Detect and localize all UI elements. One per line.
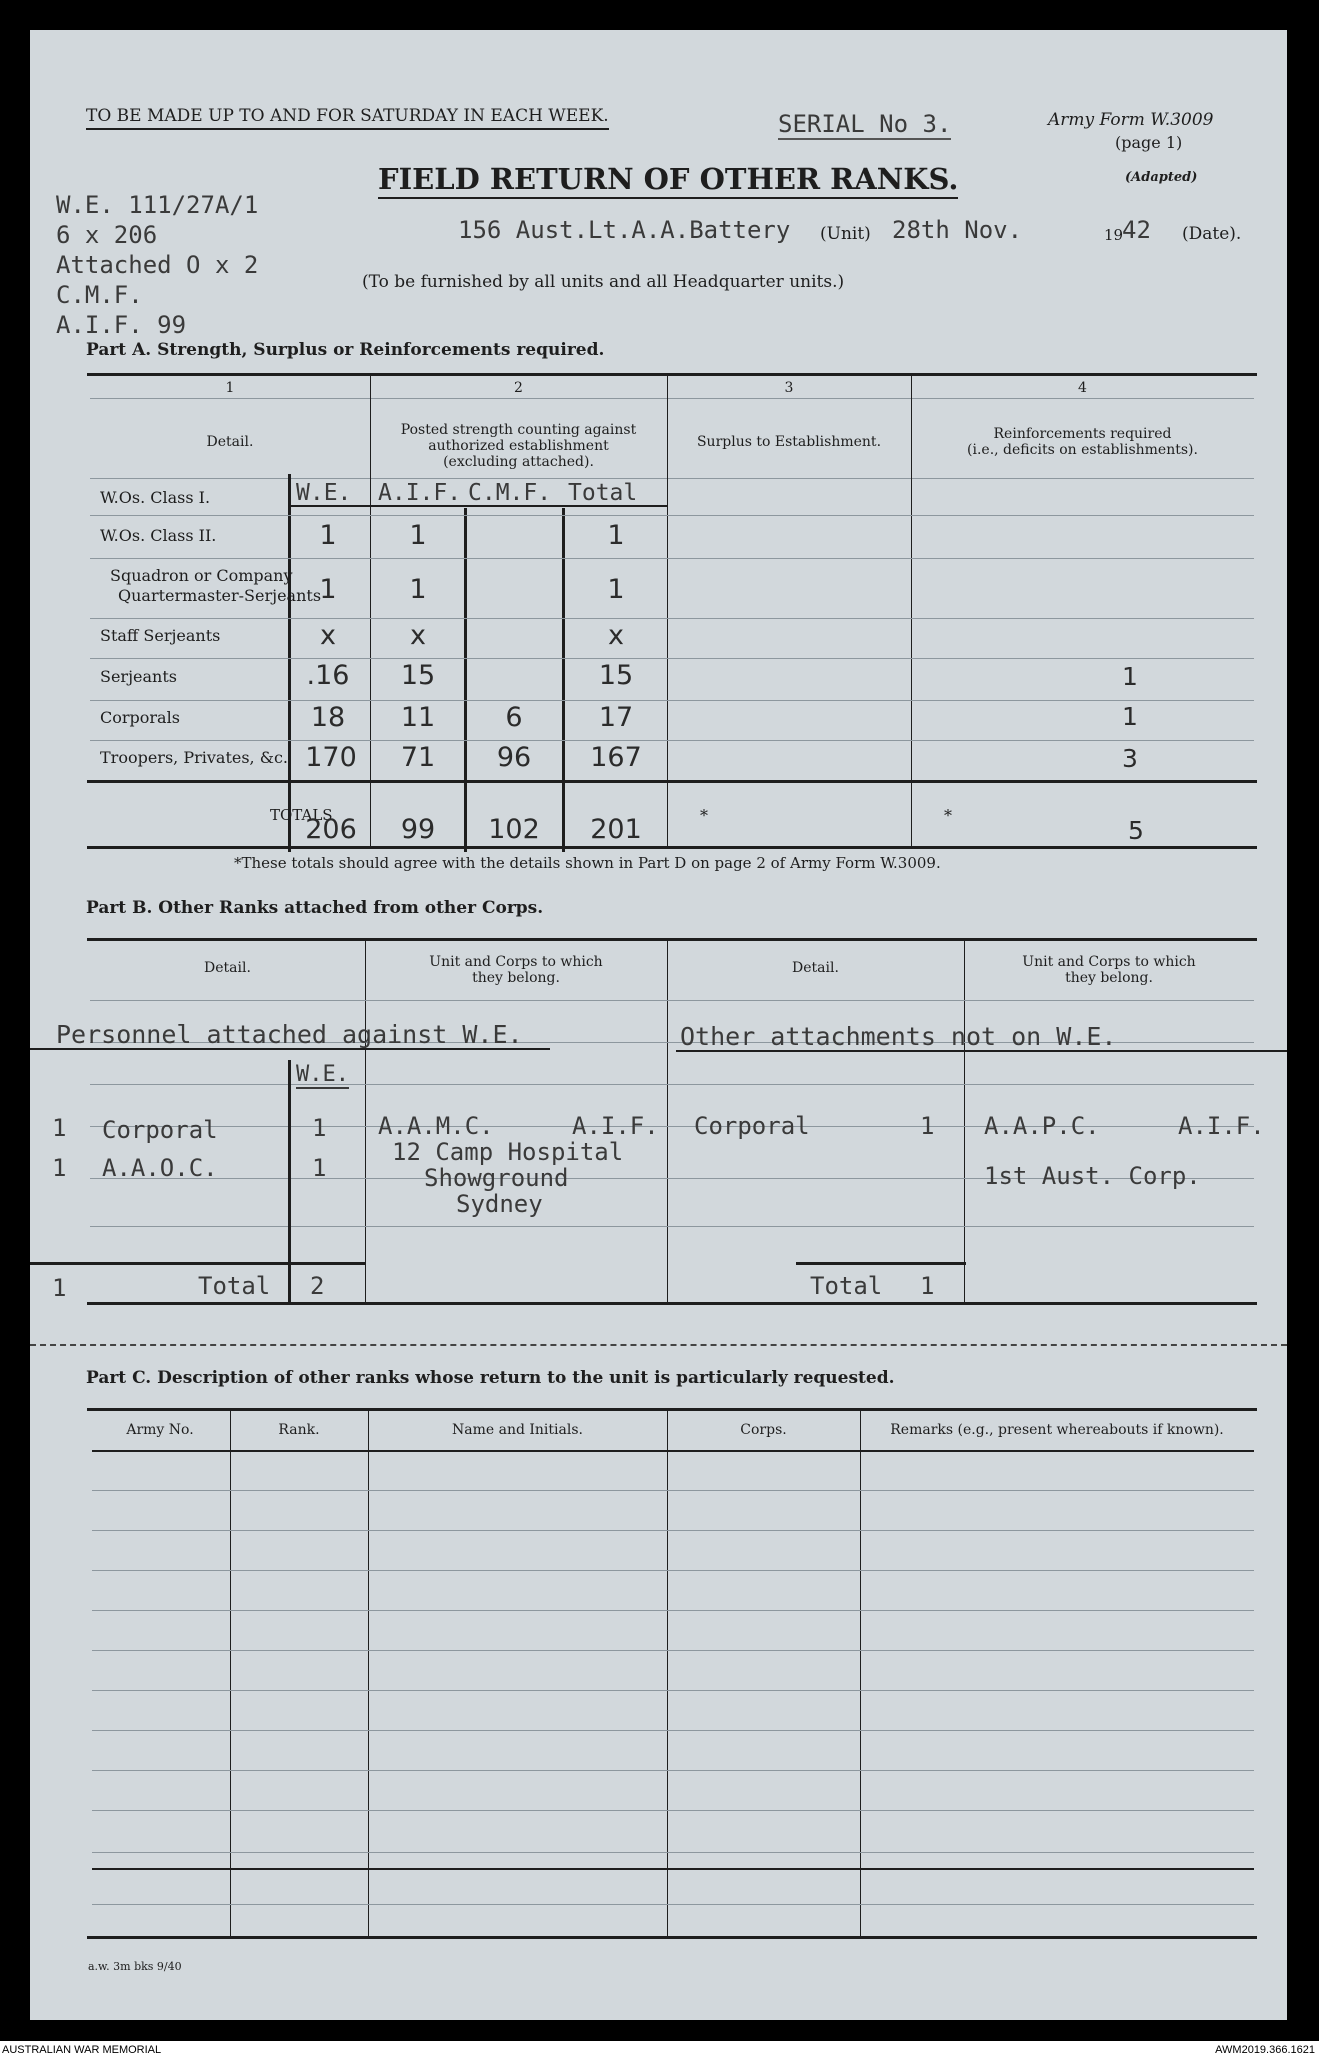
form-title: FIELD RETURN OF OTHER RANKS. — [378, 162, 958, 199]
cell-we: 18 — [310, 702, 346, 733]
totals-label: TOTALS — [270, 806, 333, 824]
col-header-reinforcements: Reinforcements required (i.e., deficits on establishments). — [967, 426, 1198, 458]
left-total-number: 1 — [52, 1274, 67, 1302]
cell-aif: 71 — [400, 742, 436, 773]
part-a-heading: Part A. Strength, Surplus or Reinforcements required. — [86, 340, 605, 360]
part-c-heading: Part C. Description of other ranks whose return to the unit is particularly requested. — [86, 1368, 895, 1388]
col-num-2: 2 — [514, 380, 523, 396]
unit-label: (Unit) — [820, 224, 871, 244]
cell-aif: 15 — [400, 660, 436, 691]
cell-we: .16 — [306, 660, 350, 691]
page-indicator: (page 1) — [1115, 133, 1183, 152]
entry-corps: A.I.F. — [572, 1112, 659, 1140]
cell-aif: x — [410, 620, 426, 651]
col-header-surplus: Surplus to Establishment. — [696, 434, 882, 450]
entry-detail: A.A.O.C. — [102, 1154, 218, 1182]
row-label: Quartermaster-Serjeants — [118, 586, 322, 605]
form-page — [30, 30, 1287, 2020]
c-header-corps: Corps. — [740, 1422, 787, 1438]
instruction-text: TO BE MADE UP TO AND FOR SATURDAY IN EACH WEEK. — [86, 106, 609, 130]
we-line: A.I.F. 99 — [56, 311, 187, 339]
row-label: Troopers, Privates, &c. — [100, 748, 289, 767]
part-a-footnote: *These totals should agree with the details shown in Part D on page 2 of Army Form W.3009. — [234, 854, 941, 872]
cell-total: 1 — [607, 520, 625, 551]
date-label: (Date). — [1182, 224, 1242, 244]
entry-count: 1 — [312, 1114, 327, 1142]
sub-header-total: Total — [568, 480, 638, 506]
cell-we: x — [320, 620, 336, 651]
cell-total: 17 — [598, 702, 634, 733]
right-section-title: Other attachments not on W.E. — [680, 1022, 1117, 1051]
right-total-value: 1 — [920, 1272, 935, 1300]
unit-value: 156 Aust.Lt.A.A.Battery — [458, 216, 791, 244]
cell-we: 1 — [319, 520, 337, 551]
row-label: W.Os. Class II. — [100, 526, 217, 545]
col-num-1: 1 — [225, 380, 235, 396]
left-section-title: Personnel attached against W.E. — [56, 1020, 523, 1049]
cell-total: 15 — [598, 660, 634, 691]
reinf-asterisk: * — [944, 806, 952, 825]
col-header-detail: Detail. — [206, 434, 254, 450]
army-form-number: Army Form W.3009 — [1048, 110, 1214, 130]
we-line: W.E. 111/27A/1 — [56, 191, 259, 219]
cell-total: 167 — [590, 742, 642, 773]
adapted-label: (Adapted) — [1125, 170, 1198, 185]
surplus-asterisk: * — [700, 806, 708, 825]
serial-number: SERIAL No 3. — [778, 110, 952, 138]
year-suffix: 42 — [1122, 216, 1151, 244]
cell-total: 1 — [607, 574, 625, 605]
c-header-remarks: Remarks (e.g., present whereabouts if known). — [890, 1422, 1224, 1438]
c-header-name: Name and Initials. — [452, 1422, 583, 1438]
part-b-heading: Part B. Other Ranks attached from other Corps. — [86, 898, 544, 918]
cell-reinf: 1 — [1122, 702, 1138, 731]
cell-aif: 11 — [400, 702, 436, 733]
c-header-army-no: Army No. — [126, 1422, 194, 1438]
sub-header-cmf: C.M.F. — [468, 480, 552, 506]
entry-unit-line: Sydney — [456, 1190, 543, 1218]
cell-reinf: 3 — [1122, 744, 1138, 773]
row-label: W.Os. Class I. — [100, 488, 211, 507]
entry-unit-line: Showground — [424, 1164, 569, 1192]
print-code: a.w. 3m bks 9/40 — [88, 1960, 182, 1973]
total-aif: 99 — [400, 814, 436, 845]
we-line: C.M.F. — [56, 281, 143, 309]
we-line: Attached O x 2 — [56, 251, 259, 279]
b-header-unit-left: Unit and Corps to which they belong. — [429, 954, 603, 986]
cell-cmf: 96 — [496, 742, 532, 773]
entry-unit: 12 Camp Hospital — [392, 1138, 624, 1166]
row-label: Corporals — [100, 708, 180, 727]
cell-aif: 1 — [409, 520, 427, 551]
col-num-3: 3 — [784, 380, 794, 396]
c-header-rank: Rank. — [278, 1422, 320, 1438]
right-entry-unit: 1st Aust. Corp. — [984, 1162, 1201, 1190]
right-entry-count: 1 — [920, 1112, 935, 1140]
furnished-note: (To be furnished by all units and all Headquarter units.) — [362, 272, 845, 292]
total-reinf: 5 — [1128, 816, 1144, 845]
dashed-divider — [30, 1344, 1287, 1346]
cell-aif: 1 — [409, 574, 427, 605]
cell-cmf: 6 — [505, 702, 523, 733]
entry-number: 1 — [52, 1114, 67, 1142]
b-header-detail-left: Detail. — [204, 960, 251, 976]
we-column-label: W.E. — [296, 1062, 349, 1087]
sub-header-aif: A.I.F. — [378, 480, 462, 506]
col-header-posted: Posted strength counting against authorized establishment (excluding attached). — [400, 422, 637, 470]
sub-header-we: W.E. — [296, 480, 352, 506]
entry-number: 1 — [52, 1154, 67, 1182]
row-label: Squadron or Company — [110, 566, 293, 585]
entry-count: 1 — [312, 1154, 327, 1182]
we-line: 6 x 206 — [56, 221, 158, 249]
cell-reinf: 1 — [1122, 662, 1138, 691]
cell-we: 170 — [305, 742, 357, 773]
year-prefix: 19 — [1104, 226, 1124, 244]
total-total: 201 — [590, 814, 642, 845]
footer-left: AUSTRALIAN WAR MEMORIAL — [2, 2044, 162, 2056]
total-cmf: 102 — [488, 814, 540, 845]
footer-bar — [0, 2041, 1319, 2061]
entry-unit: A.A.M.C. — [378, 1112, 494, 1140]
col-num-4: 4 — [1078, 380, 1087, 396]
left-total-label: Total — [198, 1272, 271, 1300]
cell-we: 1 — [319, 574, 337, 605]
b-header-detail-right: Detail. — [792, 960, 839, 976]
right-entry-corps: A.I.F. — [1178, 1112, 1265, 1140]
left-total-value: 2 — [310, 1272, 325, 1300]
row-label: Serjeants — [100, 667, 177, 686]
b-header-unit-right: Unit and Corps to which they belong. — [1022, 954, 1196, 986]
cell-total: x — [608, 620, 624, 651]
date-value: 28th Nov. — [892, 216, 1023, 244]
entry-detail: Corporal — [102, 1116, 218, 1144]
right-entry-detail: Corporal — [694, 1112, 810, 1140]
right-total-label: Total — [810, 1272, 883, 1300]
row-label: Staff Serjeants — [100, 626, 221, 645]
total-we: 206 — [305, 814, 357, 845]
footer-right: AWM2019.366.1621 — [1215, 2044, 1315, 2056]
right-entry-unit: A.A.P.C. — [984, 1112, 1100, 1140]
we-block — [56, 190, 258, 340]
